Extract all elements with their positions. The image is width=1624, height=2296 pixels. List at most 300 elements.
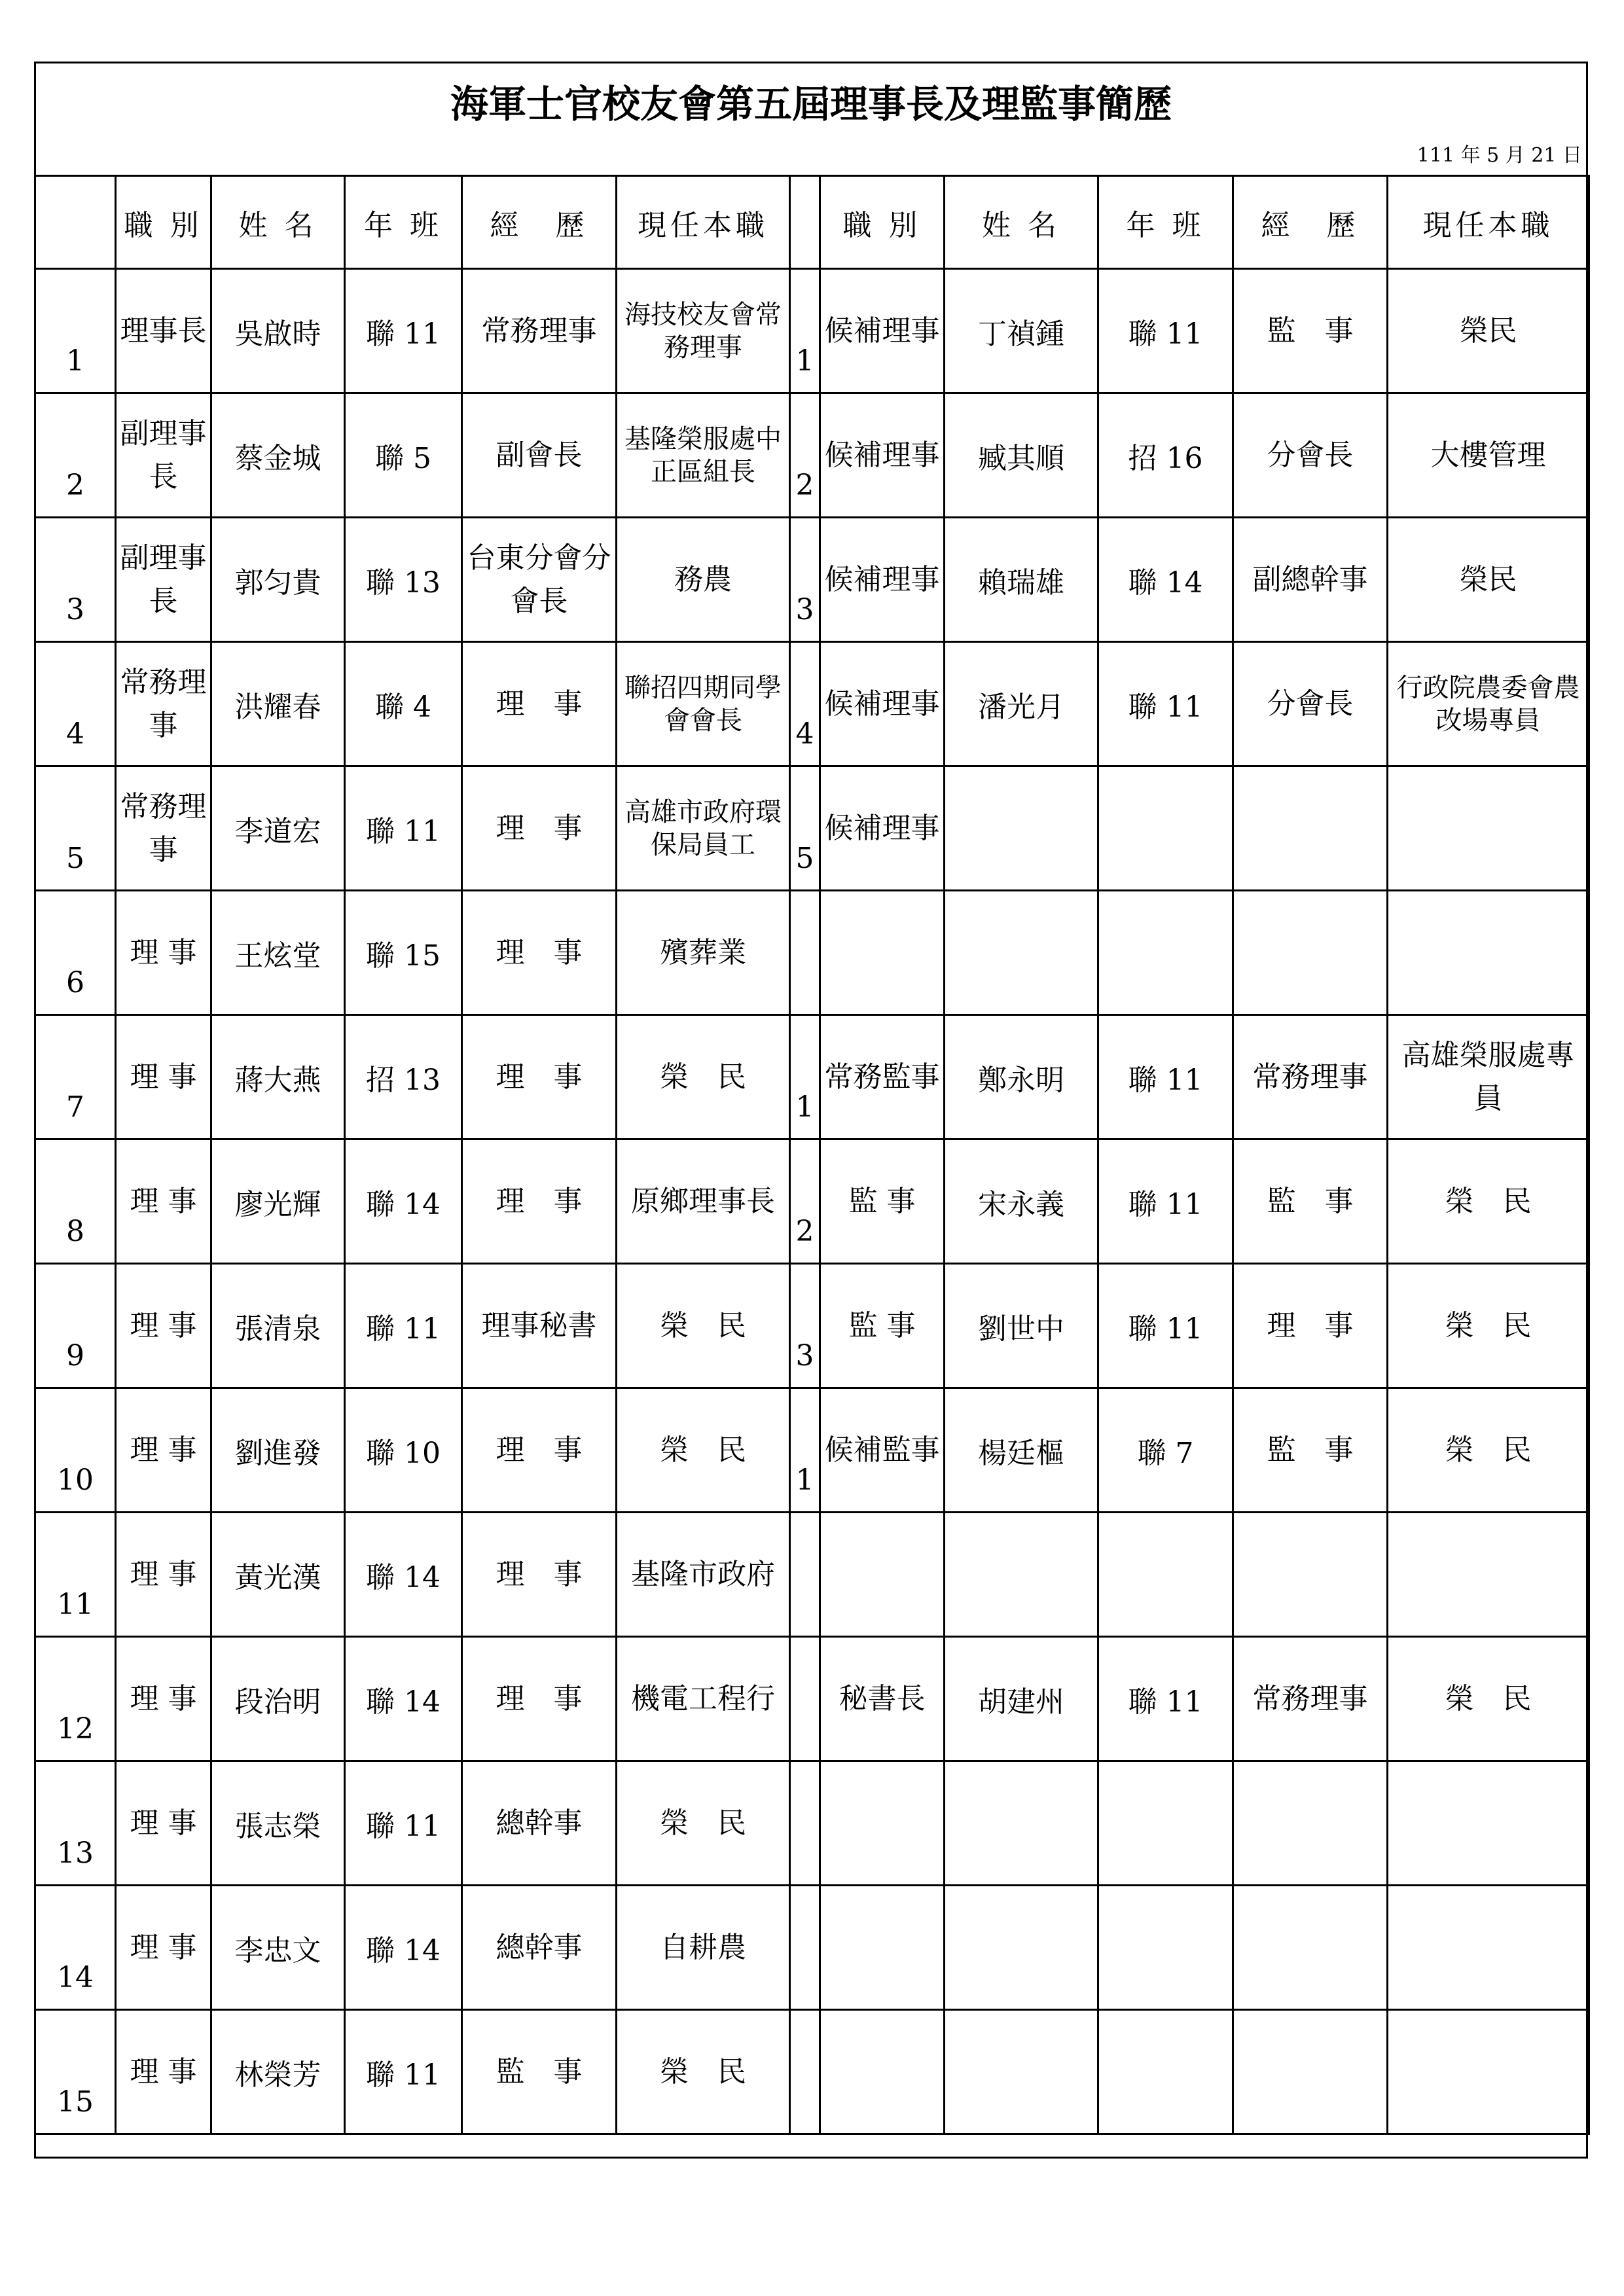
- left-role-cell-text: 理 事: [130, 1060, 197, 1094]
- left-number-cell: [35, 269, 116, 393]
- left-role-cell: [116, 2010, 211, 2134]
- right-role-cell-text: 候補理事: [824, 438, 940, 472]
- right-number-cell: [790, 1886, 820, 2010]
- left-role-cell-text: 理 事: [130, 935, 197, 969]
- left-experience-cell-text: 理 事: [496, 1060, 583, 1094]
- left-role-cell-text: 常務理事: [120, 665, 207, 742]
- left-current-position-cell-text: 基隆榮服處中正區組長: [624, 423, 782, 487]
- right-name-cell: [945, 1761, 1098, 1886]
- left-class-cell: [345, 393, 462, 518]
- left-current-position-cell: [617, 642, 790, 766]
- right-class-cell: [1098, 1139, 1233, 1264]
- left-class-cell-text: 聯 11: [366, 1312, 441, 1346]
- right-role-cell-text: 秘書長: [839, 1681, 926, 1715]
- left-experience-cell-text: 副會長: [496, 438, 583, 472]
- right-role-cell: [820, 518, 945, 642]
- left-class-cell-text: 聯 5: [375, 441, 431, 475]
- right-role-cell-text: 候補理事: [824, 314, 940, 348]
- right-class-cell: [1098, 766, 1233, 891]
- right-current-position-cell: [1388, 1388, 1589, 1513]
- left-class-cell-text: 聯 14: [366, 1560, 441, 1594]
- left-role-cell: [116, 766, 211, 891]
- right-class-cell: [1098, 642, 1233, 766]
- left-name-cell: [211, 269, 345, 393]
- right-class-cell: [1098, 1886, 1233, 2010]
- right-number-cell-text: [791, 1994, 819, 2009]
- left-experience-cell: [462, 518, 617, 642]
- table-row: [35, 2010, 1589, 2134]
- right-number-cell-text: 5: [795, 842, 814, 875]
- right-name-cell: [945, 2010, 1098, 2134]
- right-class-cell: [1098, 1388, 1233, 1513]
- right-current-position-cell: [1388, 1513, 1589, 1637]
- left-name-cell: [211, 891, 345, 1015]
- left-current-position-cell: [617, 1513, 790, 1637]
- left-current-position-cell-text: 機電工程行: [631, 1681, 775, 1715]
- right-class-cell-text: 聯 11: [1128, 1187, 1203, 1221]
- left-name-cell-text: 劉進發: [234, 1436, 321, 1470]
- left-experience-cell: [462, 1761, 617, 1886]
- right-experience-cell-text: 監 事: [1267, 314, 1354, 348]
- right-name-cell-text: 劉世中: [978, 1312, 1064, 1346]
- left-role-cell: [116, 518, 211, 642]
- right-name-cell: [945, 269, 1098, 393]
- right-name-cell: [945, 642, 1098, 766]
- right-role-cell: [820, 1513, 945, 1637]
- right-number-cell: [790, 2010, 820, 2134]
- left-class-cell: [345, 269, 462, 393]
- left-experience-cell: [462, 1264, 617, 1388]
- right-role-cell: [820, 1637, 945, 1761]
- left-role-cell: [116, 891, 211, 1015]
- header-current-position-right: 現任本職: [1388, 176, 1589, 269]
- left-name-cell: [211, 766, 345, 891]
- header-row: [35, 176, 1589, 269]
- left-class-cell-text: 聯 10: [366, 1436, 441, 1470]
- table-row: [35, 642, 1589, 766]
- left-experience-cell: [462, 891, 617, 1015]
- right-name-cell: [945, 1139, 1098, 1264]
- right-name-cell: [945, 1513, 1098, 1637]
- left-number-cell-text: 2: [66, 469, 84, 502]
- left-role-cell: [116, 1886, 211, 2010]
- right-role-cell-text: 監 事: [848, 1184, 916, 1218]
- left-experience-cell-text: 總幹事: [496, 1930, 583, 1964]
- left-role-cell-text: 常務理事: [120, 789, 207, 867]
- right-current-position-cell: [1388, 766, 1589, 891]
- left-experience-cell: [462, 1886, 617, 2010]
- right-current-position-cell: [1388, 518, 1589, 642]
- table-row: [35, 1388, 1589, 1513]
- left-class-cell: [345, 1015, 462, 1139]
- right-class-cell: [1098, 891, 1233, 1015]
- right-current-position-cell: [1388, 1886, 1589, 2010]
- right-class-cell-text: 聯 11: [1128, 317, 1203, 351]
- right-name-cell-text: 丁禎鍾: [978, 317, 1064, 351]
- left-class-cell-text: 聯 4: [375, 690, 431, 724]
- right-experience-cell-text: 監 事: [1267, 1184, 1354, 1218]
- right-name-cell: [945, 518, 1098, 642]
- right-experience-cell: [1233, 1761, 1388, 1886]
- right-number-cell: [790, 1513, 820, 1637]
- right-role-cell: [820, 269, 945, 393]
- left-current-position-cell-text: 榮 民: [660, 1060, 746, 1094]
- left-class-cell-text: 聯 11: [366, 1809, 441, 1843]
- right-class-cell-text: 聯 11: [1128, 1312, 1203, 1346]
- table-row: [35, 1264, 1589, 1388]
- right-experience-cell: [1233, 1015, 1388, 1139]
- right-number-cell: [790, 1264, 820, 1388]
- right-name-cell-text: 胡建州: [978, 1685, 1064, 1719]
- right-role-cell-text: 監 事: [848, 1308, 916, 1342]
- left-number-cell-text: 15: [57, 2085, 94, 2119]
- right-experience-cell-text: 常務理事: [1252, 1060, 1368, 1094]
- left-name-cell-text: 張清泉: [234, 1312, 321, 1346]
- left-class-cell: [345, 1139, 462, 1264]
- left-experience-cell-text: 理 事: [496, 687, 583, 721]
- left-class-cell: [345, 766, 462, 891]
- left-role-cell-text: 理 事: [130, 1308, 197, 1342]
- table-row: [35, 1886, 1589, 2010]
- left-current-position-cell: [617, 1015, 790, 1139]
- left-experience-cell-text: 理 事: [496, 1557, 583, 1591]
- left-name-cell: [211, 393, 345, 518]
- left-class-cell-text: 聯 15: [366, 939, 441, 973]
- left-current-position-cell-text: 聯招四期同學會會長: [624, 672, 782, 736]
- left-name-cell-text: 段治明: [234, 1685, 321, 1719]
- right-number-cell-text: 2: [795, 469, 814, 502]
- header-number-right: [790, 176, 820, 269]
- left-experience-cell: [462, 393, 617, 518]
- left-class-cell-text: 聯 14: [366, 1187, 441, 1221]
- left-experience-cell-text: 常務理事: [481, 314, 597, 348]
- left-class-cell: [345, 891, 462, 1015]
- left-experience-cell: [462, 1139, 617, 1264]
- left-current-position-cell: [617, 2010, 790, 2134]
- left-name-cell: [211, 518, 345, 642]
- left-class-cell-text: 聯 11: [366, 2058, 441, 2092]
- right-class-cell-text: 招 16: [1128, 441, 1203, 475]
- right-name-cell: [945, 393, 1098, 518]
- header-role: 職 別: [116, 176, 211, 269]
- right-current-position-cell: [1388, 1264, 1589, 1388]
- left-current-position-cell-text: 高雄市政府環保局員工: [624, 797, 782, 860]
- right-name-cell-text: 賴瑞雄: [978, 565, 1064, 600]
- left-role-cell-text: 理 事: [130, 1184, 197, 1218]
- right-number-cell-text: 2: [795, 1215, 814, 1248]
- left-number-cell-text: 3: [66, 593, 84, 626]
- right-experience-cell-text: 副總幹事: [1252, 562, 1368, 596]
- right-current-position-cell-text: 榮民: [1459, 562, 1517, 596]
- right-role-cell: [820, 1388, 945, 1513]
- right-name-cell: [945, 1015, 1098, 1139]
- left-class-cell-text: 聯 14: [366, 1685, 441, 1719]
- right-current-position-cell-text: 榮 民: [1445, 1308, 1532, 1342]
- right-number-cell-text: 1: [795, 1090, 814, 1124]
- left-name-cell: [211, 2010, 345, 2134]
- right-number-cell-text: [791, 1746, 819, 1760]
- left-name-cell-text: 郭匀貴: [234, 565, 321, 600]
- left-current-position-cell-text: 自耕農: [660, 1930, 746, 1964]
- left-number-cell: [35, 1761, 116, 1886]
- right-role-cell: [820, 766, 945, 891]
- right-number-cell: [790, 1388, 820, 1513]
- left-role-cell: [116, 1388, 211, 1513]
- right-name-cell: [945, 766, 1098, 891]
- table-row: [35, 1761, 1589, 1886]
- left-experience-cell-text: 理 事: [496, 1681, 583, 1715]
- left-number-cell-text: 9: [66, 1339, 84, 1372]
- header-role-right: 職 別: [820, 176, 945, 269]
- left-current-position-cell: [617, 393, 790, 518]
- right-role-cell: [820, 2010, 945, 2134]
- right-class-cell: [1098, 1015, 1233, 1139]
- right-number-cell: [790, 766, 820, 891]
- right-class-cell: [1098, 1761, 1233, 1886]
- right-current-position-cell: [1388, 642, 1589, 766]
- right-class-cell: [1098, 393, 1233, 518]
- left-class-cell: [345, 2010, 462, 2134]
- left-class-cell: [345, 1513, 462, 1637]
- right-class-cell: [1098, 1264, 1233, 1388]
- header-experience-right: 經 歷: [1233, 176, 1388, 269]
- left-experience-cell: [462, 1637, 617, 1761]
- right-name-cell: [945, 891, 1098, 1015]
- right-class-cell: [1098, 269, 1233, 393]
- right-class-cell: [1098, 2010, 1233, 2134]
- header-class-right: 年 班: [1098, 176, 1233, 269]
- right-name-cell-text: 楊廷樞: [978, 1436, 1064, 1470]
- left-name-cell: [211, 642, 345, 766]
- left-experience-cell: [462, 1388, 617, 1513]
- right-class-cell-text: 聯 14: [1128, 565, 1203, 600]
- left-number-cell: [35, 1388, 116, 1513]
- header-number: [35, 176, 116, 269]
- table-row: [35, 1015, 1589, 1139]
- left-current-position-cell: [617, 891, 790, 1015]
- right-role-cell: [820, 1264, 945, 1388]
- left-number-cell: [35, 1637, 116, 1761]
- left-role-cell-text: 副理事長: [120, 541, 207, 618]
- left-role-cell-text: 副理事長: [120, 416, 207, 493]
- left-current-position-cell-text: 榮 民: [660, 1433, 746, 1467]
- left-number-cell: [35, 1139, 116, 1264]
- right-experience-cell: [1233, 269, 1388, 393]
- roster-table: [34, 175, 1590, 2135]
- left-class-cell: [345, 642, 462, 766]
- left-number-cell-text: 11: [57, 1588, 94, 1621]
- right-current-position-cell-text: 榮 民: [1445, 1184, 1532, 1218]
- left-class-cell-text: 聯 11: [366, 317, 441, 351]
- left-role-cell-text: 理 事: [130, 1433, 197, 1467]
- left-name-cell-text: 張志榮: [234, 1809, 321, 1843]
- right-current-position-cell-text: 榮 民: [1445, 1681, 1532, 1715]
- right-role-cell: [820, 642, 945, 766]
- left-class-cell-text: 聯 14: [366, 1933, 441, 1967]
- right-role-cell-text: 候補監事: [824, 1433, 940, 1467]
- right-class-cell: [1098, 1637, 1233, 1761]
- left-current-position-cell-text: 榮 民: [660, 2054, 746, 2089]
- right-current-position-cell: [1388, 269, 1589, 393]
- left-role-cell-text: 理 事: [130, 1806, 197, 1840]
- right-number-cell-text: 3: [795, 1339, 814, 1372]
- left-name-cell: [211, 1637, 345, 1761]
- right-number-cell-text: [791, 1621, 819, 1636]
- right-number-cell: [790, 1139, 820, 1264]
- left-role-cell-text: 理 事: [130, 1681, 197, 1715]
- left-number-cell-text: 14: [57, 1961, 94, 1994]
- left-role-cell-text: 理 事: [130, 1557, 197, 1591]
- right-current-position-cell: [1388, 891, 1589, 1015]
- left-class-cell: [345, 518, 462, 642]
- left-name-cell-text: 吳啟時: [234, 317, 321, 351]
- right-current-position-cell-text: 榮民: [1459, 314, 1517, 348]
- left-name-cell: [211, 1264, 345, 1388]
- left-number-cell-text: 10: [57, 1463, 94, 1497]
- left-experience-cell: [462, 766, 617, 891]
- right-class-cell: [1098, 1513, 1233, 1637]
- right-current-position-cell-text: 榮 民: [1445, 1433, 1532, 1467]
- left-number-cell: [35, 2010, 116, 2134]
- right-current-position-cell: [1388, 393, 1589, 518]
- left-experience-cell-text: 理 事: [496, 935, 583, 969]
- right-role-cell: [820, 1761, 945, 1886]
- right-role-cell: [820, 1886, 945, 2010]
- left-role-cell: [116, 1139, 211, 1264]
- left-current-position-cell: [617, 1886, 790, 2010]
- table-row: [35, 1139, 1589, 1264]
- table-row: [35, 518, 1589, 642]
- left-role-cell: [116, 1761, 211, 1886]
- left-current-position-cell: [617, 1264, 790, 1388]
- left-experience-cell-text: 監 事: [496, 2054, 583, 2089]
- left-experience-cell: [462, 269, 617, 393]
- right-number-cell: [790, 1637, 820, 1761]
- right-number-cell-text: 1: [795, 1463, 814, 1497]
- left-number-cell-text: 7: [66, 1090, 84, 1124]
- right-current-position-cell: [1388, 1761, 1589, 1886]
- left-number-cell: [35, 891, 116, 1015]
- right-role-cell: [820, 393, 945, 518]
- right-experience-cell-text: 分會長: [1267, 438, 1354, 472]
- right-experience-cell: [1233, 1139, 1388, 1264]
- left-experience-cell-text: 台東分會分會長: [467, 541, 611, 618]
- header-class: 年 班: [345, 176, 462, 269]
- right-class-cell-text: 聯 11: [1128, 1063, 1203, 1097]
- right-role-cell: [820, 891, 945, 1015]
- left-current-position-cell: [617, 1761, 790, 1886]
- left-name-cell-text: 蔣大燕: [234, 1063, 321, 1097]
- table-row: [35, 1513, 1589, 1637]
- left-current-position-cell-text: 榮 民: [660, 1308, 746, 1342]
- left-name-cell-text: 蔡金城: [234, 441, 321, 475]
- left-number-cell-text: 12: [57, 1712, 94, 1746]
- left-experience-cell: [462, 2010, 617, 2134]
- left-class-cell-text: 聯 11: [366, 814, 441, 848]
- left-class-cell-text: 招 13: [366, 1063, 441, 1097]
- left-experience-cell-text: 理事秘書: [481, 1308, 597, 1342]
- left-number-cell: [35, 1015, 116, 1139]
- right-current-position-cell: [1388, 1637, 1589, 1761]
- left-role-cell-text: 理 事: [130, 2054, 197, 2089]
- left-name-cell: [211, 1015, 345, 1139]
- roster-sheet: [34, 62, 1588, 2159]
- right-number-cell-text: 4: [795, 717, 814, 751]
- right-class-cell-text: 聯 11: [1128, 1685, 1203, 1719]
- right-name-cell: [945, 1886, 1098, 2010]
- left-name-cell-text: 李忠文: [234, 1933, 321, 1967]
- right-experience-cell-text: 分會長: [1267, 687, 1354, 721]
- left-number-cell-text: 8: [66, 1215, 84, 1248]
- right-experience-cell: [1233, 891, 1388, 1015]
- right-experience-cell: [1233, 393, 1388, 518]
- left-number-cell: [35, 1264, 116, 1388]
- right-number-cell: [790, 269, 820, 393]
- left-class-cell: [345, 1388, 462, 1513]
- table-row: [35, 1637, 1589, 1761]
- right-name-cell-text: 潘光月: [978, 690, 1064, 724]
- left-name-cell-text: 洪耀春: [234, 690, 321, 724]
- right-class-cell-text: 聯 7: [1137, 1436, 1194, 1470]
- right-current-position-cell: [1388, 2010, 1589, 2134]
- left-current-position-cell: [617, 1637, 790, 1761]
- left-class-cell: [345, 1637, 462, 1761]
- right-current-position-cell-text: 行政院農委會農改場專員: [1396, 672, 1580, 736]
- right-current-position-cell-text: 大樓管理: [1430, 438, 1546, 472]
- right-experience-cell: [1233, 642, 1388, 766]
- left-number-cell: [35, 766, 116, 891]
- left-role-cell-text: 理事長: [120, 314, 207, 348]
- right-experience-cell: [1233, 1886, 1388, 2010]
- left-name-cell: [211, 1761, 345, 1886]
- right-number-cell-text: 1: [795, 344, 814, 378]
- left-role-cell: [116, 393, 211, 518]
- left-class-cell: [345, 1761, 462, 1886]
- right-experience-cell-text: 監 事: [1267, 1433, 1354, 1467]
- right-class-cell: [1098, 518, 1233, 642]
- left-current-position-cell: [617, 1388, 790, 1513]
- right-role-cell-text: 候補理事: [824, 687, 940, 721]
- left-number-cell-text: 4: [66, 717, 84, 751]
- left-experience-cell-text: 總幹事: [496, 1806, 583, 1840]
- table-row: [35, 891, 1589, 1015]
- table-row: [35, 766, 1589, 891]
- roster-body: [35, 269, 1589, 2134]
- left-class-cell: [345, 1264, 462, 1388]
- left-name-cell-text: 王炫堂: [234, 939, 321, 973]
- right-experience-cell-text: 常務理事: [1252, 1681, 1368, 1715]
- header-current-position: 現任本職: [617, 176, 790, 269]
- left-role-cell: [116, 269, 211, 393]
- left-experience-cell-text: 理 事: [496, 1184, 583, 1218]
- table-row: [35, 269, 1589, 393]
- left-role-cell: [116, 642, 211, 766]
- left-current-position-cell-text: 基隆市政府: [631, 1557, 775, 1591]
- left-current-position-cell-text: 榮 民: [660, 1806, 746, 1840]
- right-name-cell-text: 宋永義: [978, 1187, 1064, 1221]
- right-name-cell-text: 鄭永明: [978, 1063, 1064, 1097]
- right-number-cell: [790, 1761, 820, 1886]
- right-number-cell-text: [791, 999, 819, 1014]
- left-name-cell: [211, 1139, 345, 1264]
- right-current-position-cell: [1388, 1015, 1589, 1139]
- left-class-cell: [345, 1886, 462, 2010]
- left-name-cell: [211, 1886, 345, 2010]
- right-class-cell-text: 聯 11: [1128, 690, 1203, 724]
- header-experience: 經 歷: [462, 176, 617, 269]
- right-role-cell: [820, 1015, 945, 1139]
- left-number-cell: [35, 1886, 116, 2010]
